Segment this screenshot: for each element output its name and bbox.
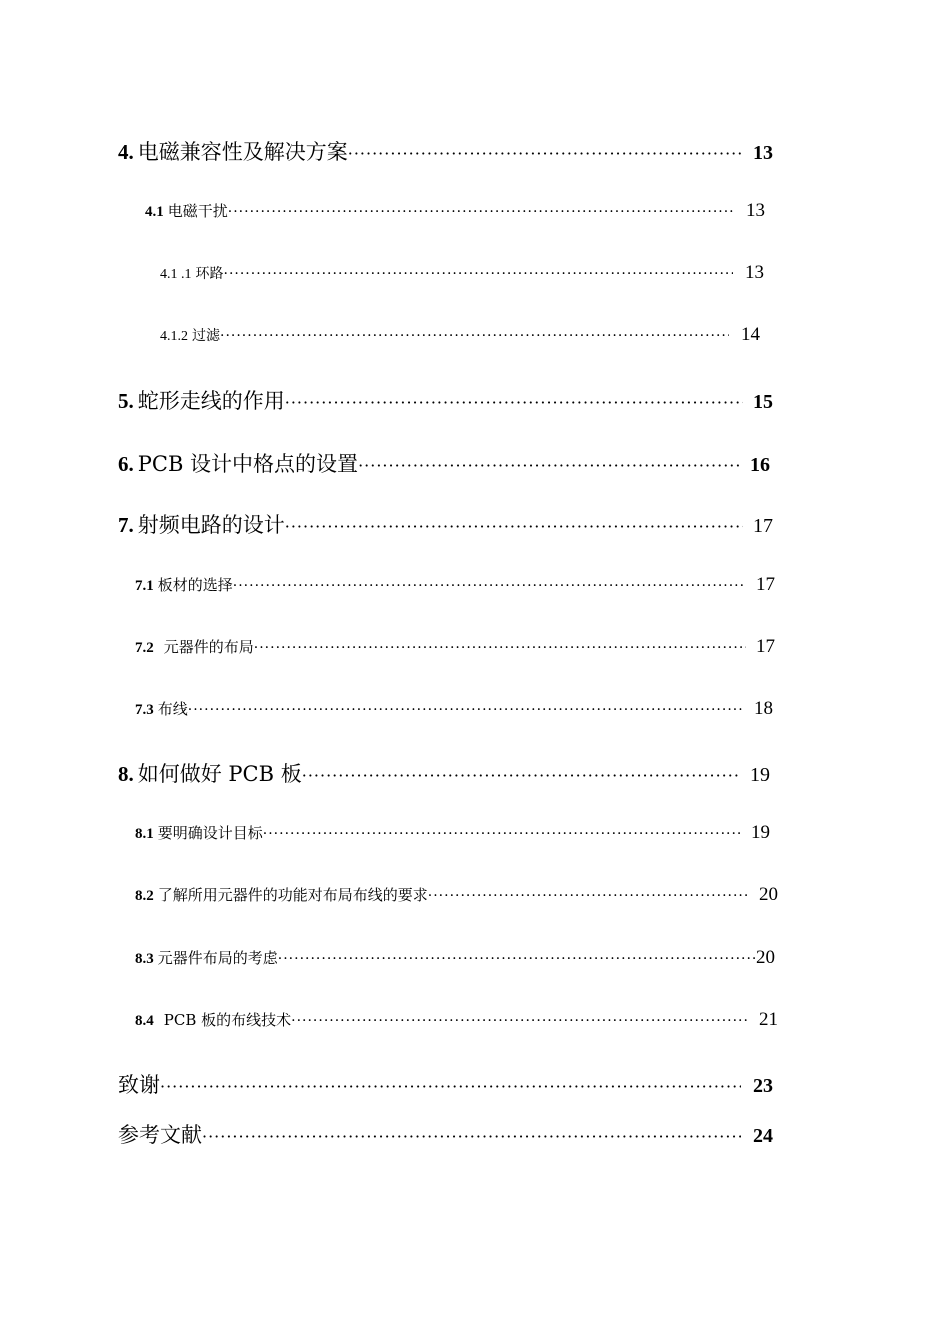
toc-entry-page: 17 <box>753 515 773 537</box>
toc-entry-title: 电磁兼容性及解决方案 <box>137 140 348 164</box>
toc-entry-number: 5. <box>118 389 134 413</box>
toc-entry-number: 8.4 <box>135 1013 154 1029</box>
toc-entry-page: 20 <box>756 947 775 968</box>
toc-entry-page: 13 <box>746 200 765 221</box>
toc-entry-number: 7.3 <box>135 702 154 718</box>
toc-entry-number: 8.2 <box>135 888 154 904</box>
toc-entry-number: 7.2 <box>135 640 154 656</box>
toc-entry-title: 了解所用元器件的功能对布局布线的要求 <box>157 886 428 904</box>
toc-entry-page: 16 <box>750 454 770 476</box>
toc-entry-number: 7.1 <box>135 578 154 594</box>
toc-entry-page: 24 <box>753 1125 773 1147</box>
toc-entry-title: 板材的选择 <box>157 576 233 594</box>
dot-leader <box>278 951 756 967</box>
dot-leader <box>254 640 746 656</box>
dot-leader <box>302 766 740 785</box>
toc-entry-4-1-1 <box>160 262 764 284</box>
toc-entry-number: 4. <box>118 140 134 164</box>
dot-leader <box>358 456 740 475</box>
toc-entry-page: 19 <box>751 822 770 843</box>
toc-entry-title: 电磁干扰 <box>167 202 228 220</box>
dot-leader <box>160 1077 741 1096</box>
toc-entry-5 <box>118 385 773 415</box>
toc-entry-number: 4.1.2 <box>160 329 188 344</box>
toc-entry-title: PCB 板的布线技术 <box>163 1011 292 1029</box>
dot-leader <box>220 328 729 344</box>
dot-leader <box>291 1013 747 1029</box>
toc-entry-title: 布线 <box>157 700 188 718</box>
toc-entry-number: 8. <box>118 762 134 786</box>
toc-entry-7 <box>118 509 773 539</box>
dot-leader <box>263 826 741 842</box>
toc-entry-title: PCB 设计中格点的设置 <box>137 452 359 476</box>
toc-entry-title: 蛇形走线的作用 <box>137 389 285 413</box>
toc-entry-title: 元器件布局的考虑 <box>157 949 278 967</box>
toc-entry-number: 4.1 <box>145 204 164 220</box>
toc-entry-references <box>118 1119 773 1149</box>
toc-entry-7-2 <box>135 636 775 658</box>
toc-entry-title: 致谢 <box>118 1073 160 1097</box>
toc-entry-title: 要明确设计目标 <box>157 824 263 842</box>
toc-entry-number: 7. <box>118 513 134 537</box>
toc-entry-8-1 <box>135 822 770 844</box>
dot-leader <box>188 702 742 718</box>
toc-entry-title: 如何做好 PCB 板 <box>137 762 302 786</box>
toc-entry-page: 13 <box>745 262 764 283</box>
toc-entry-page: 17 <box>756 574 775 595</box>
toc-entry-4 <box>118 136 773 166</box>
toc-entry-page: 23 <box>753 1075 773 1097</box>
toc-entry-page: 14 <box>741 324 760 345</box>
dot-leader <box>233 578 746 594</box>
toc-entry-page: 17 <box>756 636 775 657</box>
toc-entry-title: 射频电路的设计 <box>137 513 285 537</box>
toc-entry-number: 4.1 .1 <box>160 267 192 282</box>
toc-entry-page: 21 <box>759 1009 778 1030</box>
dot-leader <box>228 204 734 220</box>
toc-entry-page: 18 <box>754 698 773 719</box>
toc-entry-8-2 <box>135 884 778 906</box>
dot-leader <box>202 1127 741 1146</box>
toc-entry-number: 8.3 <box>135 951 154 967</box>
toc-entry-page: 20 <box>759 884 778 905</box>
toc-entry-4-1 <box>145 200 765 222</box>
toc-entry-8-4 <box>135 1009 778 1031</box>
toc-entry-number: 6. <box>118 452 134 476</box>
toc-entry-8-3 <box>135 947 775 969</box>
dot-leader <box>428 888 749 904</box>
toc-entry-title: 过滤 <box>192 328 220 344</box>
toc-entry-page: 19 <box>750 764 770 786</box>
toc-entry-page: 15 <box>753 391 773 413</box>
toc-entry-title: 元器件的布局 <box>163 638 254 656</box>
dot-leader <box>348 144 743 163</box>
dot-leader <box>285 393 743 412</box>
toc-entry-7-1 <box>135 574 775 596</box>
toc-entry-page: 13 <box>753 142 773 164</box>
toc-entry-number: 8.1 <box>135 826 154 842</box>
toc-entry-acknowledgements <box>118 1069 773 1099</box>
toc-entry-title: 环路 <box>195 266 224 282</box>
toc-entry-6 <box>118 448 770 478</box>
dot-leader <box>224 266 734 282</box>
toc-entry-4-1-2 <box>160 324 760 346</box>
toc-entry-7-3 <box>135 698 773 720</box>
toc-entry-title: 参考文献 <box>118 1123 202 1147</box>
dot-leader <box>285 517 743 536</box>
toc-entry-8 <box>118 758 770 788</box>
